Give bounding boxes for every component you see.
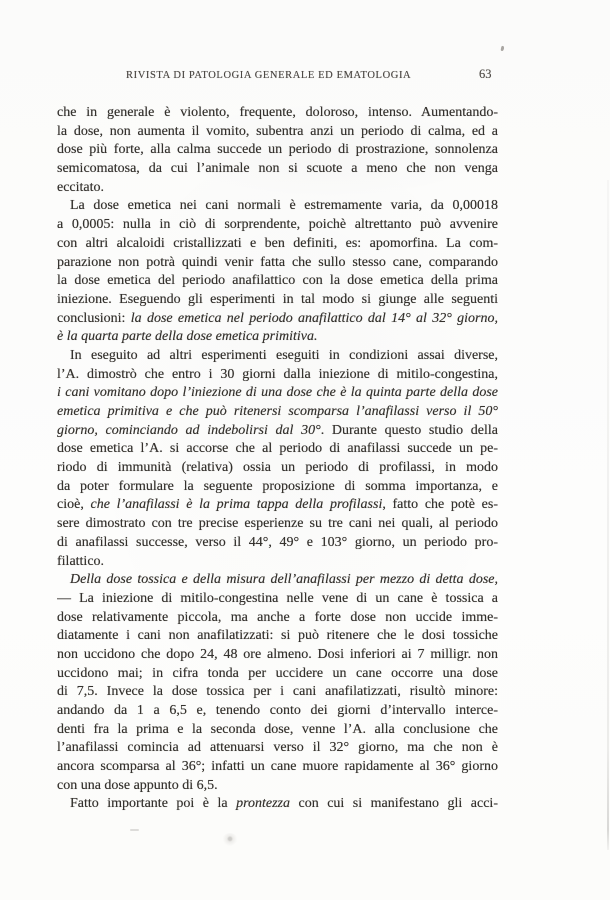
text-run: con cui si manifestano gli acci- [290, 796, 498, 812]
text-run: sere dimostrato con tre precise esperienze su tre cani nei quali, al periodo [57, 516, 498, 532]
italic-text-run: la dose emetica nel periodo anafilattico dal 14° al 32° giorno, [130, 310, 498, 326]
journal-title: RIVISTA DI PATOLOGIA GENERALE ED EMATOLOGIA [126, 70, 412, 81]
text-line [57, 609, 498, 628]
text-run: di anafilassi successe, verso il 44°, 49° e 103° giorno, un periodo pro- [57, 534, 498, 550]
text-line [57, 366, 498, 385]
text-run: dose emetica l’A. si accorse che al periodo di anafilassi succede un pe- [57, 441, 498, 457]
italic-text-run: prontezza [236, 796, 291, 812]
text-line [57, 440, 498, 459]
text-run: denti fra la prima e la seconda dose, venne l’A. alla conclusione che [57, 721, 498, 737]
scan-speck [501, 46, 505, 52]
text-run: la dose, non aumenta il vomito, subentra anzi un periodo di calma, ed a [57, 123, 498, 139]
text-line [57, 254, 498, 273]
text-line [57, 478, 498, 497]
scan-smudge [222, 833, 238, 846]
text-line [57, 627, 498, 646]
text-line [57, 310, 498, 329]
text-line [57, 422, 498, 441]
text-line [57, 496, 498, 515]
text-line [57, 646, 498, 665]
text-run: di 7,5. Invece la dose tossica per i cani anafilatizzati, risultò minore: [57, 684, 498, 700]
text-line [57, 141, 498, 160]
text-run: diatamente i cani non anafilatizzati: si può ritenere che le dosi tossiche [57, 628, 498, 644]
text-line [57, 665, 498, 684]
text-line [57, 160, 498, 179]
text-run: con altri alcaloidi cristallizzati e ben definiti, es: apomorfina. La com- [57, 235, 498, 251]
text-run: semicomatosa, da cui l’animale non si scuote a meno che non venga [57, 161, 498, 177]
text-line [57, 179, 498, 198]
text-run: l’A. dimostrò che entro i 30 giorni dalla iniezione di mitilo-congestina, [57, 366, 498, 382]
text-line [57, 515, 498, 534]
text-run: In eseguito ad altri esperimenti eseguiti in condizioni assai diverse, [70, 347, 498, 363]
text-run: uccidono mai; in cifra tonda per uccidere un cane occorre una dose [57, 665, 498, 681]
text-run: riodo di immunità (relativa) ossia un periodo di profilassi, in modo [57, 460, 498, 476]
text-line [57, 702, 498, 721]
text-run: con una dose appunto di 6,5. [57, 777, 218, 793]
italic-text-run: giorno, cominciando ad indebolirsi dal 30° [57, 422, 321, 438]
text-run: dose più forte, alla calma succede un periodo di prostrazione, sonnolenza [57, 142, 498, 158]
text-run: che in generale è violento, frequente, doloroso, intenso. Aumentando- [57, 105, 498, 120]
page-body [57, 104, 498, 814]
text-run: la dose emetica del periodo anafilattico con la dose emetica della prima [57, 273, 498, 289]
italic-text-run: che l’anafilassi è la prima tappa della profilassi [90, 497, 383, 513]
text-line [57, 328, 498, 347]
text-run: l’anafilassi comincia ad attenuarsi verso il 32° giorno, ma che non è [57, 740, 498, 756]
text-line [57, 104, 498, 123]
text-run: ancora scomparsa al 36°; infatti un cane muore rapidamente al 36° giorno [57, 759, 498, 775]
italic-text-run: emetica primitiva e che può ritenersi scomparsa l’anafilassi verso il 50° [57, 404, 498, 419]
text-line [57, 123, 498, 142]
text-run: parazione non potrà quindi venir fatta che sullo stesso cane, comparando [57, 254, 498, 270]
text-line [57, 459, 498, 478]
text-run: dose relativamente piccola, ma anche a forte dose non uccide imme- [57, 609, 498, 625]
text-run: . Durante questo studio della [320, 422, 498, 438]
text-run: filattico. [57, 553, 105, 569]
text-line [57, 590, 498, 609]
text-line [57, 571, 498, 590]
text-run: andando da 1 a 6,5 e, tenendo conto dei giorni d’intervallo interce- [57, 703, 498, 718]
text-line [57, 721, 498, 740]
text-run: conclusioni: [57, 310, 131, 326]
text-line [57, 739, 498, 758]
text-run: cioè, [57, 497, 91, 513]
text-line [57, 272, 498, 291]
text-line [57, 216, 498, 235]
text-run: a 0,0005: nulla in ciò di sorprendente, poichè altrettanto può avvenire [57, 217, 498, 233]
text-run: , fatto che potè es- [382, 497, 498, 513]
scan-speck-dash [130, 829, 139, 831]
text-line [57, 777, 498, 796]
text-line [57, 683, 498, 702]
text-line [57, 291, 498, 310]
text-line [57, 384, 498, 403]
text-line [57, 347, 498, 366]
page-number: 63 [479, 67, 492, 81]
italic-text-run: è la quarta parte della dose emetica primitiva. [57, 329, 318, 345]
text-run: La dose emetica nei cani normali è estremamente varia, da 0,00018 [70, 198, 498, 214]
italic-text-run: Della dose tossica e della misura dell’anafilassi per mezzo di detta dose, [70, 572, 498, 588]
scan-edge-shadow [607, 180, 609, 850]
text-run: iniezione. Eseguendo gli esperimenti in tal modo si giunge alle seguenti [57, 291, 498, 307]
text-line [57, 758, 498, 777]
text-line [57, 403, 498, 422]
text-line [57, 553, 498, 572]
text-run: — La iniezione di mitilo-congestina nelle vene di un cane è tossica a [57, 590, 498, 606]
text-run: Fatto importante poi è la [70, 796, 237, 812]
text-line [57, 534, 498, 553]
italic-text-run: i cani vomitano dopo l’iniezione di una dose che è la quinta parte della dose [57, 385, 498, 401]
text-line [57, 795, 498, 814]
text-line [57, 235, 498, 254]
text-line [57, 197, 498, 216]
text-run: eccitato. [57, 179, 105, 195]
text-run: non uccidono che dopo 24, 48 ore almeno. Dosi inferiori ai 7 milligr. non [57, 646, 498, 662]
text-run: da poter formulare la seguente proposizione di somma importanza, e [57, 478, 498, 494]
